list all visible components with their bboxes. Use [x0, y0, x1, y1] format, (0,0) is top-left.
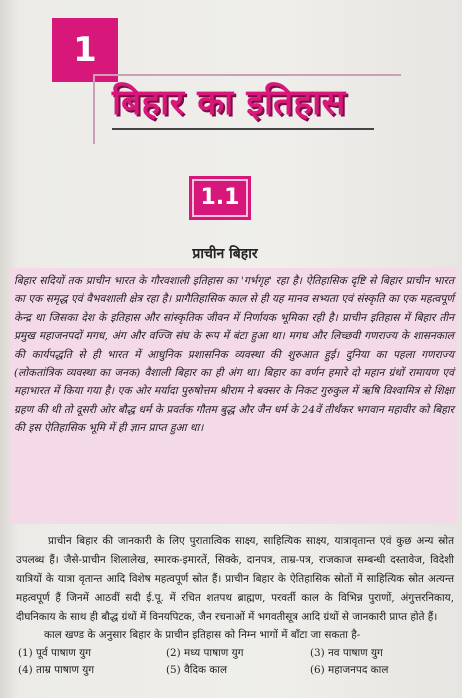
period-item: (1) पूर्व पाषाण युग — [18, 647, 91, 659]
sources-paragraph-text: प्राचीन बिहार की जानकारी के लिए पुरातात्विक साक्ष्य, साहित्यिक साक्ष्य, यात्रावृतान्त एवं कुछ अन्य स्रोत उपलब्ध हैं। जैसे-प्राचीन शिलालेख, स्मारक-इमारतें, सिक्के, दानपत्र, ताम्र-पत्र, राजकाज सम्बन्धी दस्तावेज, विदेशी यात्रियों के यात्रा वृतान्त आदि विशेष महत्वपूर्ण स्रोत हैं। प्राचीन बिहार के ऐतिहासिक स्रोतों में साहित्यिक स्रोत अत्यन्त महत्वपूर्ण हैं जिनमें आठवीं सदी ई.पू. में रचित शतपथ ब्राह्मण, परवर्ती काल के विभिन्न पुराणों, अंगुत्तरनिकाय, दीघनिकाय के साथ ही बौद्ध ग्रंथों में विनयपिटक, जैन रचनाओं में भगवतीसूत्र आदि ग्रंथों से जानकारी प्राप्त होते हैं। — [16, 535, 454, 623]
chapter-title: बिहार का इतिहास — [112, 83, 346, 123]
period-item: (4) ताम्र पाषाण युग — [18, 664, 95, 676]
intro-paragraph: बिहार सदियों तक प्राचीन भारत के गौरवशाली इतिहास का 'गर्भगृह' रहा है। ऐतिहासिक दृष्टि से बिहार प्राचीन भारत का एक समृद्ध एवं वैभवशाली क्षेत्र रहा है। प्रागैतिहासिक काल से ही यह मानव सभ्यता एवं संस्कृति का एक महत्वपूर्ण केन्द्र था जिसका देश के इतिहास और सांस्कृतिक जीवन में निर्णायक भूमिका रही है। प्राचीन इतिहास में बिहार तीन प्रमुख महाजनपदों मगध, अंग और वज्जि संघ के रूप में बंटा हुआ था। मगध और लिच्छवी गणराज्य के शासनकाल की कार्यपद्धति से ही भारत में आधुनिक प्रशासनिक व्यवस्था की शुरुआत हुई। दुनिया का पहला गणराज्य (लोकतांत्रिक व्यवस्था का जनक) वैशाली बिहार का ही अंग था। बिहार का वर्णन हमारे दो महान ग्रंथों रामायण एवं महाभारत में किया गया है। एक ओर मर्यादा पुरुषोत्तम श्रीराम ने बक्सर के निकट गुरुकुल में ऋषि विश्वामित्र से शिक्षा ग्रहण की थी तो दूसरी ओर बौद्ध धर्म के प्रवर्तक गौतम बुद्ध और जैन धर्म के 24वें तीर्थंकर भगवान महावीर को बिहार की इस ऐतिहासिक भूमि में ही ज्ञान प्राप्त हुआ था। — [14, 275, 454, 435]
section-number-badge: 1.1 — [189, 176, 251, 220]
periods-intro: काल खण्ड के अनुसार बिहार के प्राचीन इतिहास को निम्न भागों में बाँटा जा सकता है- — [44, 629, 361, 641]
title-underline — [112, 128, 374, 130]
chapter-number-badge: 1 — [52, 18, 118, 82]
period-item: (2) मध्य पाषाण युग — [166, 647, 244, 659]
period-item: (3) नव पाषाण युग — [310, 647, 383, 659]
sources-paragraph — [16, 532, 454, 627]
period-item: (6) महाजनपद काल — [310, 664, 389, 676]
section-heading: प्राचीन बिहार — [192, 246, 258, 262]
periods-list — [18, 646, 458, 677]
period-item: (5) वैदिक काल — [166, 664, 228, 676]
